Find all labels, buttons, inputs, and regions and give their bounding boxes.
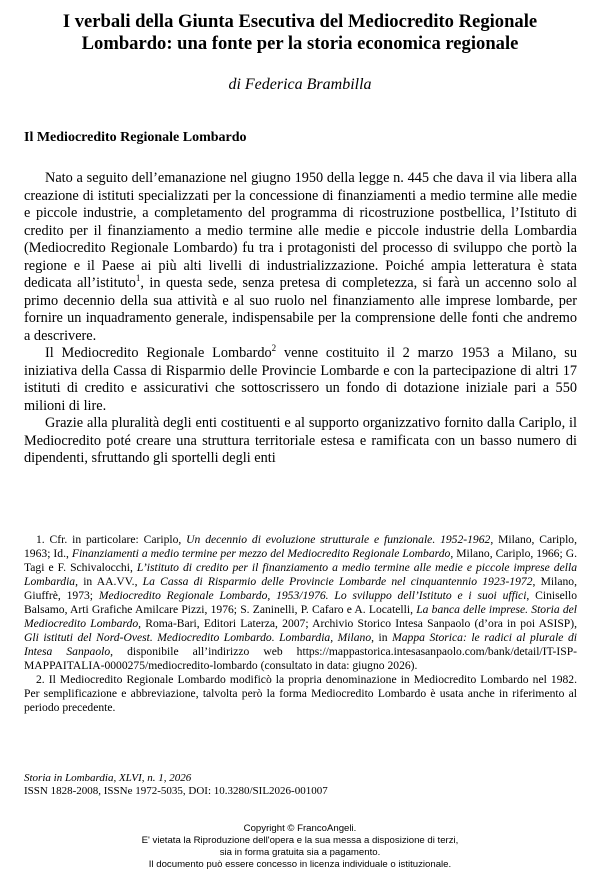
article-title-line-2: Lombardo: una fonte per la storia economica regionale xyxy=(81,32,519,54)
paragraph-3: Grazie alla pluralità degli enti costituenti e al supporto organizzativo fornito dalla Cariplo, il Mediocredito poté creare una struttura territoriale estesa e ramificata con un basso numero di dipendenti, sfruttando gli sportelli degli enti xyxy=(24,415,577,466)
section-heading: Il Mediocredito Regionale Lombardo xyxy=(24,130,247,145)
paragraph-2-text-b: venne costituito il 2 marzo 1953 a Milano, su iniziativa della Cassa di Risparmio delle Provincie Lombarde e con la partecipazione di altri 17 istituti di credito e assicurativi che sottoscrissero un fondo di dotazione iniziale pari a 550 milioni di lire. xyxy=(24,345,577,414)
copyright-line-1: Copyright © FrancoAngeli. xyxy=(243,823,357,834)
copyright-line-3: sia in forma gratuita sia a pagamento. xyxy=(219,847,381,858)
paragraph-1 xyxy=(24,170,577,345)
paragraph-2 xyxy=(24,345,577,415)
footnote-ref-2[interactable]: 2 xyxy=(271,343,277,354)
article-title-line-1: I verbali della Giunta Esecutiva del Mediocredito Regionale xyxy=(62,11,538,32)
article-author: di Federica Brambilla xyxy=(228,76,372,93)
footnote-1: 1. Cfr. in particolare: Cariplo, Un decennio di evoluzione strutturale e funzionale. 1952-1962, Milano, Cariplo, 1963; Id., Finanziamenti a medio termine per mezzo del Mediocredito Regionale Lombardo, Milano, Cariplo, 1966; G. Tagi e F. Schivalocchi, L’istituto di credito per il finanziamento a medio termine alle medie e piccole imprese della Lombardia, in AA.VV., La Cassa di Risparmio delle Provincie Lombarde nel cinquantennio 1923-1972, Milano, Giuffrè, 1973; Mediocredito Regionale Lombardo, 1953/1976. Lo sviluppo dell’Istituto e i suoi uffici, Cinisello Balsamo, Arti Grafiche Amilcare Pizzi, 1976; S. Zaninelli, P. Cafaro e A. Locatelli, La banca delle imprese. Storia del Mediocredito Lombardo, Roma-Bari, Editori Laterza, 2007; Archivio Storico Intesa Sanpaolo (d’ora in poi ASISP), Gli istituti del Nord-Ovest. Mediocredito Lombardo. Lombardia, Milano, in Mappa Storica: le radici al plurale di Intesa Sanpaolo, disponibile all’indirizzo web https://mappastorica.intesasanpaolo.com/bank/detail/IT-ISP-MAPPAITALIA-0000275/mediocredito-lombardo (consultato in data: giugno 2026). xyxy=(24,533,578,672)
footnotes xyxy=(24,533,577,715)
paragraph-2-text-a: Il Mediocredito Regionale Lombardo xyxy=(45,345,272,361)
copyright-line-2: E' vietata la Riproduzione dell'opera e la sua messa a disposizione di terzi, xyxy=(141,835,459,846)
paragraph-1-text-a: Nato a seguito dell’emanazione nel giugno 1950 della legge n. 445 che dava il via libera alla creazione di istituti specializzati per la concessione di finanziamenti a medio termine alle medie e piccole industrie, a completamento del programma di ricostruzione postbellica, l’Istituto di credito per il finanziamento a medio termine alle medie e piccole industrie della Lombardia (Mediocredito Regionale Lombardo) fu tra i protagonisti del processo di sviluppo che portò la regione e il Paese ai più alti livelli di industrializzazione. Poiché ampia letteratura è stata dedicata all’istituto xyxy=(24,170,577,291)
journal-info xyxy=(24,772,328,798)
footnote-ref-1[interactable]: 1 xyxy=(135,273,141,284)
footnote-2: 2. Il Mediocredito Regionale Lombardo modificò la propria denominazione in Mediocredito Lombardo nel 1982. Per semplificazione e abbreviazione, talvolta però la forma Mediocredito Lombardo è usata anche in riferimento al periodo precedente. xyxy=(24,673,577,714)
copyright-notice xyxy=(0,823,600,871)
article-title xyxy=(18,11,582,54)
paragraph-1-text-b: , in questa sede, senza pretesa di completezza, si farà un accenno solo al primo decennio della sua attività e al suo ruolo nel finanziamento alle imprese lombarde, per fornire un inquadramento generale, indispensabile per la comprensione delle fonti che andremo a descrivere. xyxy=(24,275,577,344)
journal-title: Storia in Lombardia, XLVI, n. 1, 2026 xyxy=(24,772,192,784)
copyright-line-4: Il documento può essere concesso in licenza individuale o istituzionale. xyxy=(148,859,452,870)
journal-issn-doi: ISSN 1828-2008, ISSNe 1972-5035, DOI: 10.3280/SIL2026-001007 xyxy=(24,785,328,797)
body-text xyxy=(24,170,577,468)
